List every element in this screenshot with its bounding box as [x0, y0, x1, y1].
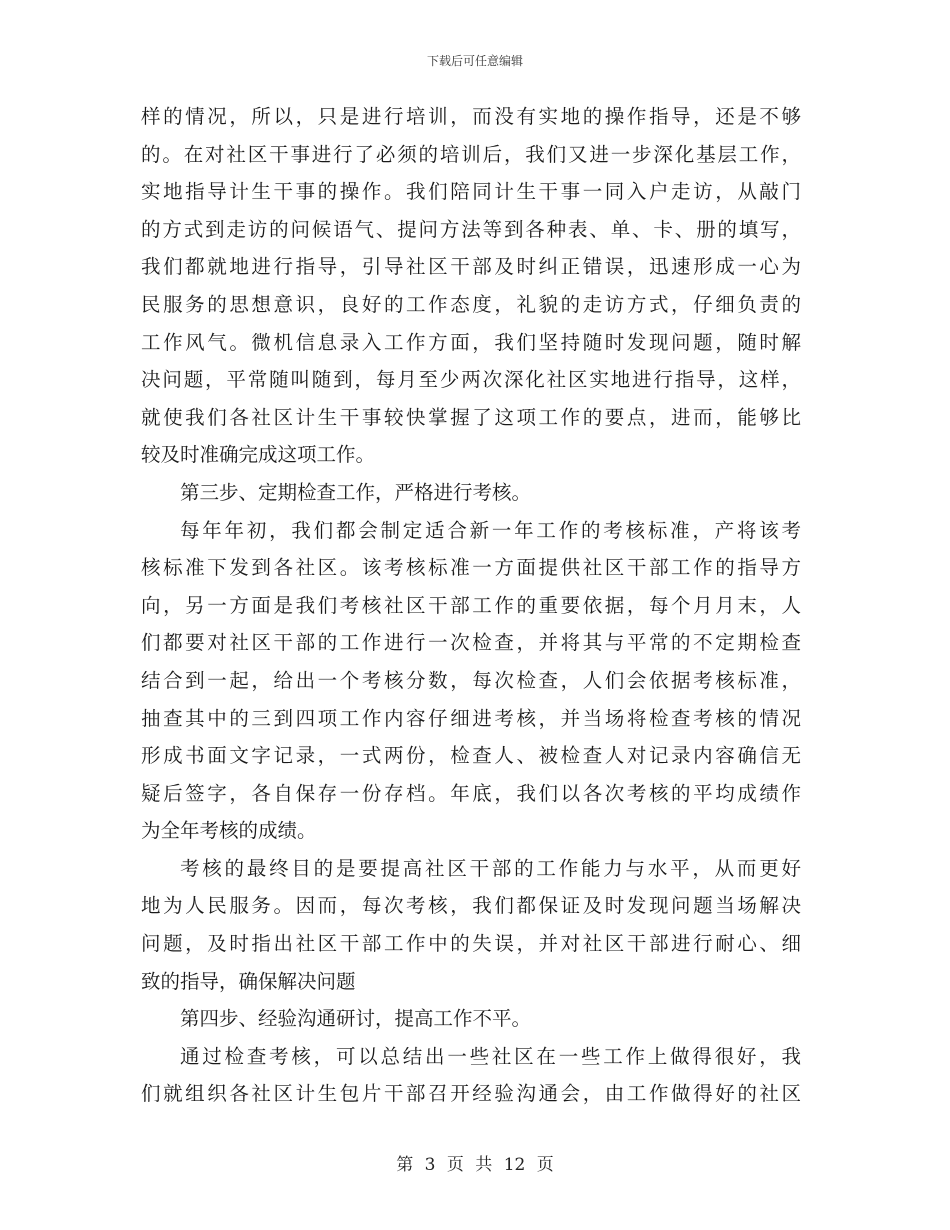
paragraph-end-line: 致的指导，确保解决问题: [141, 969, 356, 993]
paragraph-end-line: 较及时准确完成这项工作。: [141, 443, 376, 467]
page-footer: 第 3 页 共 12 页: [396, 1155, 554, 1175]
body-line: 形成书面文字记录，一式两份，检查人、被检查人对记录内容确信无: [141, 744, 801, 768]
body-line: 就使我们各社区计生干事较快掌握了这项工作的要点，进而，能够比: [141, 405, 801, 429]
document-body: [141, 98, 801, 1113]
body-line: 结合到一起，给出一个考核分数，每次检查，人们会依据考核标准，: [141, 668, 801, 692]
body-line: 样的情况，所以，只是进行培训，而没有实地的操作指导，还是不够: [141, 105, 801, 128]
body-line: 民服务的思想意识，良好的工作态度，礼貌的走访方式，仔细负责的: [141, 292, 801, 316]
body-line: 实地指导计生干事的操作。我们陪同计生干事一同入户走访，从敲门: [141, 180, 801, 204]
section-heading: 第四步、经验沟通研讨，提高工作不平。: [180, 1007, 532, 1031]
body-line: 向，另一方面是我们考核社区干部工作的重要依据，每个月月末，人: [141, 593, 801, 617]
paragraph-first-line: 通过检查考核，可以总结出一些社区在一些工作上做得很好，我: [180, 1044, 801, 1068]
body-line: 核标准下发到各社区。该考核标准一方面提供社区干部工作的指导方: [141, 556, 801, 580]
page-header: 下载后可任意编辑: [426, 54, 523, 68]
paragraph-first-line: 每年年初，我们都会制定适合新一年工作的考核标准，产将该考: [180, 518, 801, 542]
body-line: 们都要对社区干部的工作进行一次检查，并将其与平常的不定期检查: [141, 631, 801, 655]
paragraph-end-line: 为全年考核的成绩。: [141, 819, 317, 843]
body-line: 我们都就地进行指导，引导社区干部及时纠正错误，迅速形成一心为: [141, 255, 801, 279]
body-line: 决问题，平常随叫随到，每月至少两次深化社区实地进行指导，这样，: [141, 368, 801, 392]
body-line: 地为人民服务。因而，每次考核，我们都保证及时发现问题当场解决: [141, 894, 801, 918]
body-line: 工作风气。微机信息录入工作方面，我们坚持随时发现问题，随时解: [141, 330, 801, 354]
body-line: 的。在对社区干事进行了必须的培训后，我们又进一步深化基层工作，: [141, 142, 801, 166]
body-line: 问题，及时指出社区干部工作中的失误，并对社区干部进行耐心、细: [141, 932, 801, 956]
paragraph-first-line: 考核的最终目的是要提高社区干部的工作能力与水平，从而更好: [180, 856, 801, 880]
section-heading: 第三步、定期检查工作，严格进行考核。: [180, 480, 532, 504]
body-line: 抽查其中的三到四项工作内容仔细进考核，并当场将检查考核的情况: [141, 706, 801, 730]
body-line: 疑后签字，各自保存一份存档。年底，我们以各次考核的平均成绩作: [141, 781, 801, 805]
body-line: 的方式到走访的问候语气、提问方法等到各种表、单、卡、册的填写，: [141, 217, 801, 241]
body-line: 们就组织各社区计生包片干部召开经验沟通会，由工作做得好的社区: [141, 1082, 801, 1106]
